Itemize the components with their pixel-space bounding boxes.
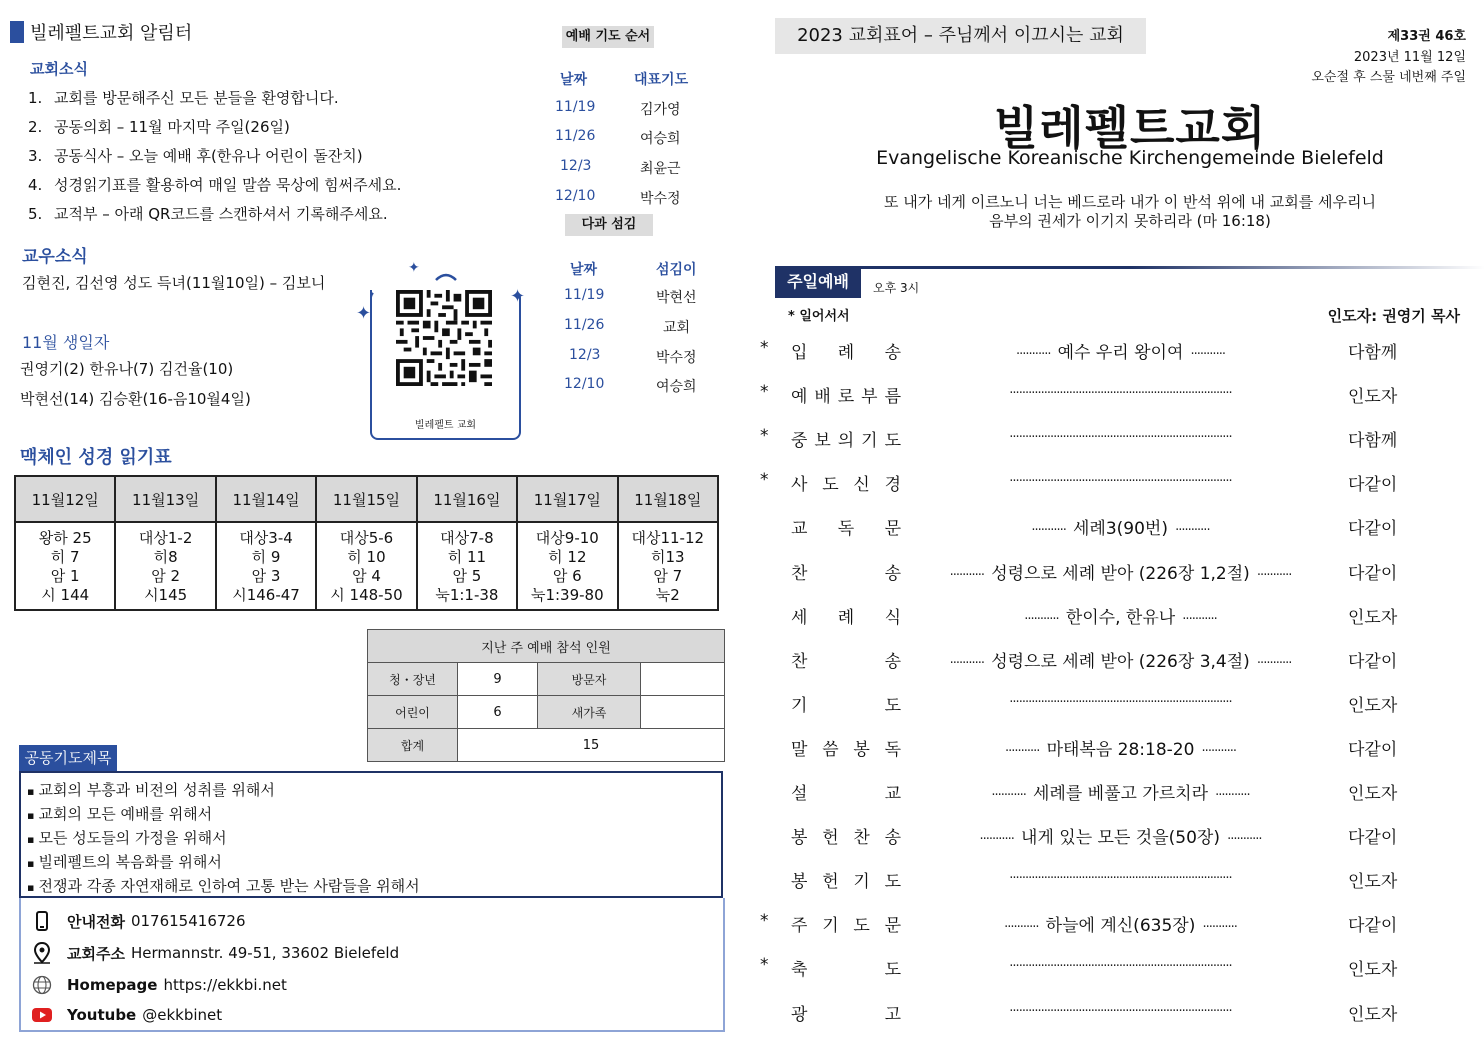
order-item-participant: 다함께: [1348, 431, 1398, 452]
birthday-heading: 11월 생일자: [22, 333, 110, 352]
reading-day: 11월13일: [115, 476, 215, 522]
order-row: [760, 603, 1470, 631]
order-row: [760, 1000, 1470, 1028]
prayer-order-date: 11/19: [555, 99, 596, 115]
phone-icon: [31, 910, 53, 932]
order-item-name: 봉 헌 찬 송: [791, 828, 901, 849]
order-item-participant: 인도자: [1348, 695, 1398, 716]
attendance-title: 지난 주 예배 참석 인원: [368, 630, 725, 663]
sparkle-icon: ✦: [408, 260, 420, 276]
prayer-order-name-header: 대표기도: [634, 72, 689, 88]
reading-day: 11월16일: [417, 476, 517, 522]
attendance-newfamily-value: [641, 696, 725, 729]
tea-service-name-header: 섬김이: [656, 262, 697, 278]
order-item-name: 찬 송: [791, 563, 901, 584]
order-item-name: 말 씀 봉 독: [791, 739, 901, 760]
news-item: 5. 교적부 – 아래 QR코드를 스캔하셔서 기록해주세요.: [28, 205, 388, 223]
prayer-order-name: 김가영: [640, 102, 681, 118]
order-item-name: 입 례 송: [791, 343, 901, 363]
tea-service-name: 교회: [663, 320, 691, 336]
news-item: 1. 교회를 방문해주신 모든 분들을 환영합니다.: [28, 89, 339, 107]
order-item-participant: 인도자: [1348, 1004, 1398, 1025]
order-item-detail: ·······································································: [1009, 430, 1232, 446]
sparkle-icon: ✦: [356, 303, 372, 324]
prayer-order-name: 박수정: [640, 191, 681, 207]
order-item-participant: 인도자: [1348, 784, 1398, 804]
order-item-name: 주 기 도 문: [791, 916, 901, 937]
reading-cell: 대상3-4 히 9 암 3 시146-47: [216, 522, 316, 610]
title-bar-marker: [10, 21, 24, 43]
church-name: 빌레펠트교회: [993, 101, 1267, 155]
order-item-detail: ·······································································: [1009, 386, 1232, 402]
order-item-participant: 다함께: [1348, 343, 1398, 363]
order-row: [760, 823, 1470, 851]
sparkle-icon: ✦: [510, 286, 526, 307]
order-item-detail: ·······································································: [1009, 871, 1232, 887]
reading-cell: 대상7-8 히 11 암 5 눅1:1-38: [417, 522, 517, 610]
order-item-detail: ··········· 성령으로 세례 받아 (226장 1,2절) ···········: [949, 563, 1292, 584]
order-row: [760, 338, 1470, 366]
birthday-line: 권영기(2) 한유나(7) 김건율(10): [20, 360, 234, 378]
order-item-name: 축 도: [791, 960, 901, 981]
board-title-text: 빌레펠트교회 알림터: [30, 23, 193, 44]
prayer-order-name: 최윤근: [640, 161, 681, 177]
stand-note: * 일어서서: [788, 309, 850, 324]
order-row: [760, 382, 1470, 410]
address-text: Hermannstr. 49-51, 33602 Bielefeld: [130, 944, 400, 962]
reading-cell: 대상9-10 히 12 암 6 눅1:39-80: [517, 522, 617, 610]
board-title: [10, 20, 192, 44]
order-item-participant: 인도자: [1348, 607, 1398, 628]
order-row: [760, 779, 1470, 807]
prayer-order-date: 12/3: [560, 158, 592, 174]
reading-day: 11월15일: [316, 476, 416, 522]
phone-number[interactable]: 017615416726: [130, 912, 246, 930]
bible-verse-line: 또 내가 네게 이르노니 너는 베드로라 내가 이 반석 위에 내 교회를 세우리니: [884, 193, 1376, 211]
tea-service-name: 박수정: [656, 350, 697, 366]
order-item-detail: ··········· 내게 있는 모든 것을(50장) ···········: [979, 828, 1262, 849]
order-row: [760, 735, 1470, 763]
contact-youtube: Youtube @ekkbinet: [31, 1004, 222, 1026]
order-item-name: 광 고: [791, 1004, 901, 1025]
order-item-detail: ·······································································: [1009, 1003, 1232, 1019]
standing-marker: *: [760, 382, 769, 403]
prayer-order-title: 예배 기도 순서: [562, 26, 654, 48]
liturgical-season: 오순절 후 스물 네번째 주일: [1311, 70, 1466, 85]
attendance-child-value: 6: [458, 696, 538, 729]
birthday-line: 박현선(14) 김승환(16-음10월4일): [20, 390, 251, 408]
attendance-adult-value: 9: [458, 663, 538, 696]
tea-service-date: 12/10: [564, 376, 605, 392]
standing-marker: *: [760, 338, 769, 358]
prayer-order-date: 11/26: [555, 128, 596, 144]
prayer-order-name: 여승희: [640, 131, 681, 147]
member-news-text: 김현진, 김선영 성도 득녀(11월10일) – 김보니: [22, 274, 326, 292]
order-item-name: 기 도: [791, 695, 901, 716]
news-heading: 교회소식: [30, 60, 88, 78]
joint-prayer-item: ▪ 빌레펠트의 복음화를 위해서: [27, 851, 715, 875]
prayer-order-date: 12/10: [555, 188, 596, 204]
contact-phone: 안내전화 017615416726: [31, 910, 246, 932]
order-item-participant: 다같이: [1348, 828, 1398, 849]
church-name-english: Evangelische Koreanische Kirchengemeinde Bielefeld: [876, 147, 1384, 169]
order-item-detail: ·······································································: [1009, 959, 1232, 975]
youtube-handle[interactable]: @ekkbinet: [142, 1006, 223, 1024]
order-item-participant: 다같이: [1348, 475, 1398, 496]
order-item-participant: 인도자: [1348, 387, 1398, 408]
order-item-name: 세 례 식: [791, 607, 901, 628]
order-item-name: 중 보 의 기 도: [791, 431, 901, 452]
order-row: [760, 647, 1470, 675]
news-item: 2. 공동의회 – 11월 마지막 주일(26일): [28, 118, 290, 136]
attendance-child-label: 어린이: [368, 696, 458, 729]
service-title: 주일예배: [775, 266, 861, 298]
location-pin-icon: [31, 942, 53, 964]
standing-marker: *: [760, 955, 769, 976]
order-row: [760, 955, 1470, 983]
attendance-visitor-label: 방문자: [538, 663, 641, 696]
order-row: [760, 559, 1470, 587]
order-item-participant: 다같이: [1348, 563, 1398, 584]
section-divider: [775, 266, 1484, 269]
order-row: [760, 867, 1470, 895]
contact-box: [19, 898, 725, 1032]
reading-day: 11월14일: [216, 476, 316, 522]
order-item-detail: ··········· 성령으로 세례 받아 (226장 3,4절) ···········: [949, 651, 1292, 672]
church-motto: 2023 교회표어 – 주님께서 이끄시는 교회: [775, 18, 1146, 54]
order-item-detail: ·······································································: [1009, 474, 1232, 490]
reading-cell: 왕하 25 히 7 암 1 시 144: [15, 522, 115, 610]
order-item-participant: 다같이: [1348, 651, 1398, 672]
reading-passages-row: [15, 522, 718, 610]
bulletin-date: 2023년 11월 12일: [1353, 50, 1466, 65]
joint-prayer-item: ▪ 교회의 부흥과 비전의 성취를 위해서: [27, 779, 715, 803]
order-item-participant: 다같이: [1348, 739, 1398, 760]
joint-prayer-item: ▪ 모든 성도들의 가정을 위해서: [27, 827, 715, 851]
order-item-participant: 다같이: [1348, 519, 1398, 540]
tea-service-name: 여승희: [656, 379, 697, 395]
prayer-order-date-header: 날짜: [560, 72, 588, 88]
order-item-detail: ··········· 한이수, 한유나 ···········: [1024, 607, 1217, 628]
order-item-name: 사 도 신 경: [791, 475, 901, 496]
service-time: 오후 3시: [873, 281, 920, 295]
order-item-detail: ··········· 세례를 베풀고 가르치라 ···········: [991, 784, 1250, 804]
attendance-total-value: 15: [458, 729, 725, 762]
order-item-detail: ··········· 세례3(90번) ···········: [1031, 519, 1210, 540]
attendance-newfamily-label: 새가족: [538, 696, 641, 729]
attendance-adult-label: 청・장년: [368, 663, 458, 696]
attendance-visitor-value: [641, 663, 725, 696]
standing-marker: *: [760, 470, 769, 491]
reading-cell: 대상5-6 히 10 암 4 시 148-50: [316, 522, 416, 610]
member-news-heading: 교우소식: [22, 247, 88, 267]
reading-cell: 대상11-12 히13 암 7 눅2: [618, 522, 718, 610]
issue-number: 제33권 46호: [1387, 29, 1466, 44]
reading-day: 11월17일: [517, 476, 617, 522]
attendance-table: [367, 629, 725, 762]
qr-code-icon[interactable]: [396, 290, 492, 386]
news-item: 4. 성경읽기표를 활용하여 매일 말씀 묵상에 힘써주세요.: [28, 176, 402, 194]
order-item-detail: ··········· 예수 우리 왕이여 ···········: [1016, 343, 1225, 363]
smile-arc-icon: [434, 270, 458, 282]
order-row: [760, 514, 1470, 542]
order-item-detail: ··········· 하늘에 계신(635장) ···········: [1004, 916, 1237, 937]
order-item-name: 찬 송: [791, 651, 901, 672]
reading-plan-heading: 맥체인 성경 읽기표: [20, 447, 172, 468]
joint-prayer-title: 공동기도제목: [19, 745, 117, 771]
reading-plan-table: [14, 475, 719, 611]
service-leader: 인도자: 권영기 목사: [1327, 307, 1460, 325]
joint-prayer-item: ▪ 전쟁과 각종 자연재해로 인하여 고통 받는 사람들을 위해서: [27, 875, 715, 899]
news-item: 3. 공동식사 – 오늘 예배 후(한유나 어린이 돌잔치): [28, 147, 363, 165]
order-item-name: 예 배 로 부 름: [791, 387, 901, 408]
reading-header-row: [15, 476, 718, 522]
order-item-name: 봉 헌 기 도: [791, 872, 901, 893]
joint-prayer-item: ▪ 교회의 모든 예배를 위해서: [27, 803, 715, 827]
tea-service-date-header: 날짜: [570, 262, 598, 278]
order-item-participant: 인도자: [1348, 872, 1398, 893]
order-row: [760, 470, 1470, 498]
news-list: [28, 84, 401, 229]
order-row: [760, 691, 1470, 719]
order-row: [760, 911, 1470, 939]
qr-label: 빌레펠트 교회: [414, 420, 477, 431]
bible-verse-line: 음부의 권세가 이기지 못하리라 (마 16:18): [989, 212, 1271, 230]
reading-cell: 대상1-2 히8 암 2 시145: [115, 522, 215, 610]
tea-service-title: 다과 섬김: [565, 214, 653, 236]
tea-service-name: 박현선: [656, 290, 697, 306]
homepage-link[interactable]: https://ekkbi.net: [163, 976, 287, 994]
order-item-participant: 다같이: [1348, 916, 1398, 937]
contact-address: 교회주소 Hermannstr. 49-51, 33602 Bielefeld: [31, 942, 399, 964]
attendance-total-label: 합계: [368, 729, 458, 762]
reading-day: 11월12일: [15, 476, 115, 522]
reading-day: 11월18일: [618, 476, 718, 522]
standing-marker: *: [760, 426, 769, 447]
order-row: [760, 426, 1470, 454]
order-item-name: 설 교: [791, 784, 901, 804]
order-item-detail: ·······································································: [1009, 694, 1232, 710]
youtube-icon: [31, 1004, 53, 1026]
joint-prayer-list: [19, 771, 723, 898]
globe-icon: [31, 974, 53, 996]
contact-homepage: Homepage https://ekkbi.net: [31, 974, 287, 996]
tea-service-date: 11/19: [564, 287, 605, 303]
tea-service-date: 11/26: [564, 317, 605, 333]
order-item-name: 교 독 문: [791, 519, 901, 540]
standing-marker: *: [760, 911, 769, 932]
tea-service-date: 12/3: [569, 347, 601, 363]
order-item-participant: 인도자: [1348, 960, 1398, 981]
order-item-detail: ··········· 마태복음 28:18-20 ···········: [1004, 739, 1237, 760]
